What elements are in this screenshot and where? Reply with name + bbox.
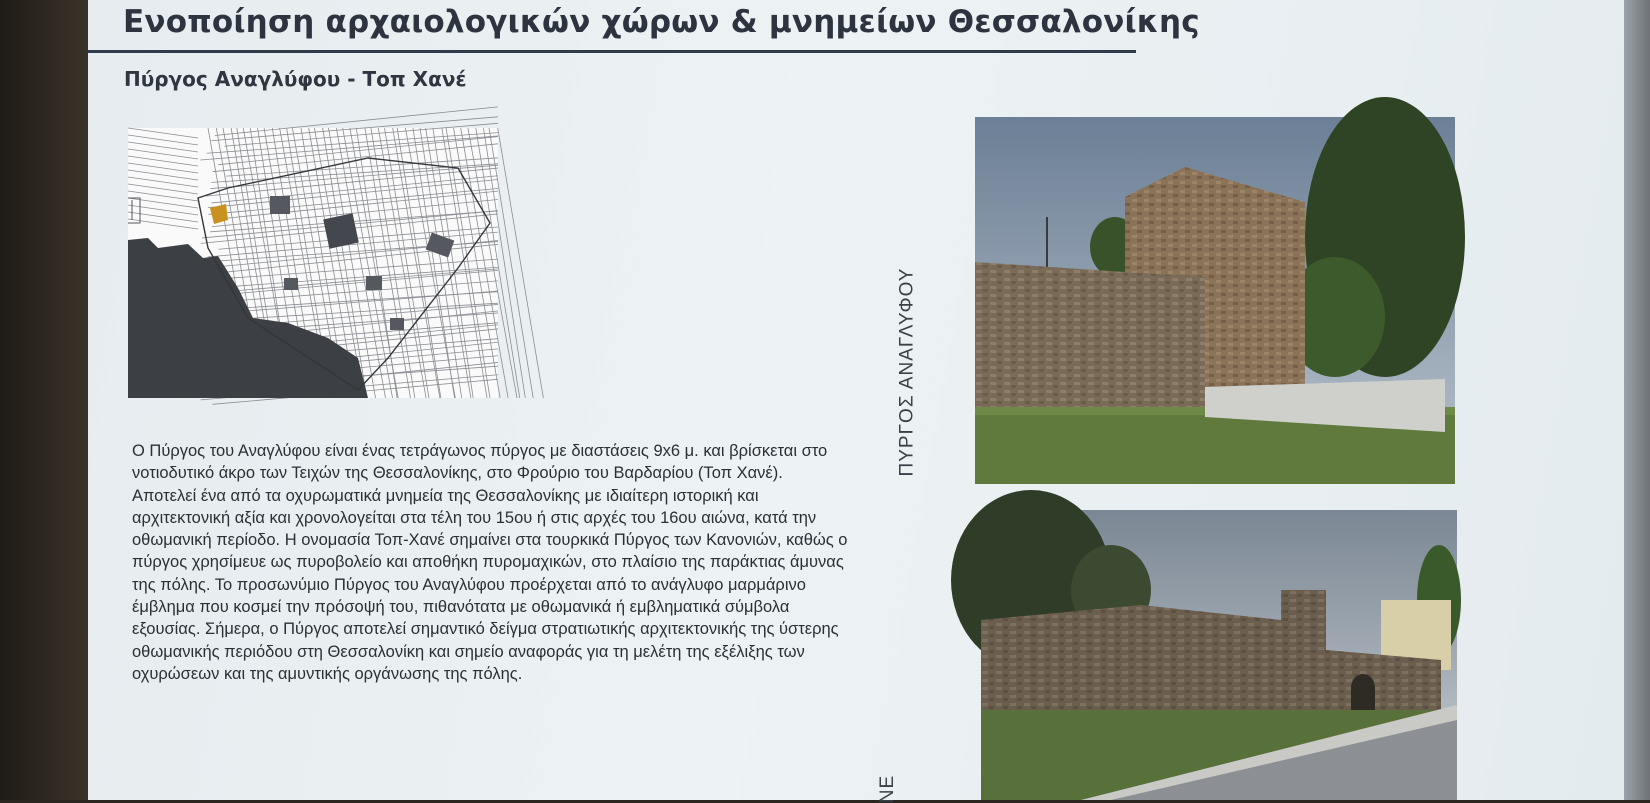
photo-label-wall: ΝΕ (877, 774, 899, 803)
title-underline (88, 50, 1136, 53)
presentation-slide (88, 0, 1624, 803)
screen-bezel-right (1624, 0, 1650, 800)
photo-label-tower: ΠΥΡΓΟΣ ΑΝΑΓΛΥΦΟΥ (896, 267, 917, 477)
slide-title: Ενοποίηση αρχαιολογικών χώρων & μνημείων Θεσσαλονίκης (123, 4, 1200, 40)
tower-photo (975, 117, 1455, 484)
slide-subtitle: Πύργος Αναγλύφου - Τοπ Χανέ (124, 67, 467, 91)
description-paragraph: Ο Πύργος του Αναγλύφου είναι ένας τετράγωνος πύργος με διαστάσεις 9x6 μ. και βρίσκεται στο νοτιοδυτικό άκρο των Τειχών της Θεσσαλονίκης, στο Φρούριο του Βαρδαρίου (Τοπ Χανέ). Αποτελεί ένα από τα οχυρωματικά μνημεία της Θεσσαλονίκης με ιδιαίτερη ιστορική και αρχιτεκτονική αξία και χρονολογείται στα τέλη του 15ου ή στις αρχές του 16ου αιώνα, κατά την οθωμανική περίοδο. Η ονομασία Τοπ-Χανέ σημαίνει στα τουρκικά Πύργος των Κανονιών, καθώς ο πύργος χρησίμευε ως πυροβολείο και αποθήκη πυρομαχικών, στο πλαίσιο της παράκτιας άμυνας της πόλης. Το προσωνύμιο Πύργος του Αναγλύφου προέρχεται από το ανάγλυφο μαρμάρινο έμβλημα που κοσμεί την πρόσοψή του, πιθανότατα με οθωμανικά ή εμβληματικά σύμβολα εξουσίας. Σήμερα, ο Πύργος αποτελεί σημαντικό δείγμα στρατιωτικής αρχιτεκτονικής της ύστερης οθωμανικής περιόδου στη Θεσσαλονίκη και σημείο αναφοράς για τη μελέτη της εξέλιξης των οχυρώσεων και της αμυντικής οργάνωσης της πόλης. (132, 442, 848, 683)
city-map-image (128, 128, 498, 398)
wall-photo (981, 510, 1457, 800)
map-graphic (128, 128, 498, 398)
screen-bezel-left (0, 0, 88, 800)
